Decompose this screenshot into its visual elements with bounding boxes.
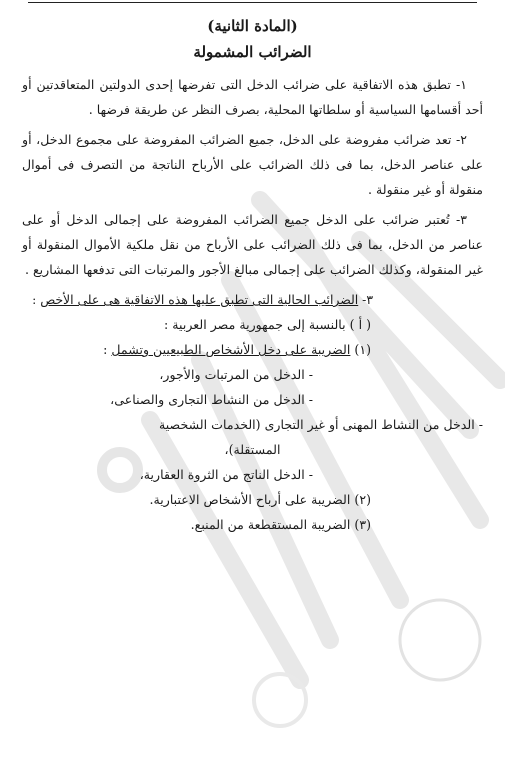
country-item-a: ( أ ) بالنسبة إلى جمهورية مصر العربية : (164, 317, 371, 332)
section-heading-suffix: : (32, 292, 41, 307)
sub-item-3: - الدخل من النشاط المهنى أو غير التجارى (الخدمات الشخصية (158, 417, 483, 432)
paragraph-3: ٣- تُعتبر ضرائب على الدخل جميع الضرائب المفروضة على إجمالى الدخل أو على عناصر من الدخل، بما فى ذلك الضرائب على الأرباح من نقل ملكية الأموال المنقولة أو غير المنقولة، وكذلك الضرائب على إجمالى مبالغ الأجور والمرتبات التى تدفعها المشاريع . (22, 212, 483, 277)
top-rule (28, 2, 477, 3)
tax-item-1 (22, 337, 483, 362)
section-heading (22, 287, 483, 312)
tax-item-3: (٣) الضريبة المستقطعة من المنبع. (190, 517, 371, 532)
article-title: (المادة الثانية) (207, 17, 298, 35)
sub-item-1: - الدخل من المرتبات والأجور، (159, 367, 313, 382)
tax-item-1-suffix: : (103, 342, 112, 357)
section-heading-underlined: الضرائب الحالية التى تطبق عليها هذه الاتفاقية هى على الأخص (40, 292, 359, 307)
sub-item-3-continued: المستقلة)، (224, 442, 281, 457)
tax-item-2: (٢) الضريبة على أرباح الأشخاص الاعتبارية. (149, 492, 371, 507)
document-page (22, 14, 483, 537)
sub-item-2: - الدخل من النشاط التجارى والصناعى، (110, 392, 313, 407)
article-subtitle: الضرائب المشمولة (193, 43, 312, 61)
sub-item-4: - الدخل الناتج من الثروة العقارية، (139, 467, 313, 482)
tax-item-1-underlined: الضريبة على دخل الأشخاص الطبيعيين وتشمل (111, 342, 351, 357)
paragraph-2: ٢- تعد ضرائب مفروضة على الدخل، جميع الضرائب المفروضة على مجموع الدخل، أو على عناصر الدخل، بما فى ذلك الضرائب على الأرباح الناتجة من التصرف فى أموال منقولة أو غير منقولة . (22, 132, 483, 197)
paragraph-1: ١- تطبق هذه الاتفاقية على ضرائب الدخل التى تفرضها إحدى الدولتين المتعاقدتين أو أحد أقسامها السياسية أو سلطاتها المحلية، بصرف النظر عن طريقة فرضها . (22, 77, 483, 117)
tax-item-1-prefix: (١) (350, 342, 371, 357)
section-heading-prefix: ٣- (358, 292, 373, 307)
